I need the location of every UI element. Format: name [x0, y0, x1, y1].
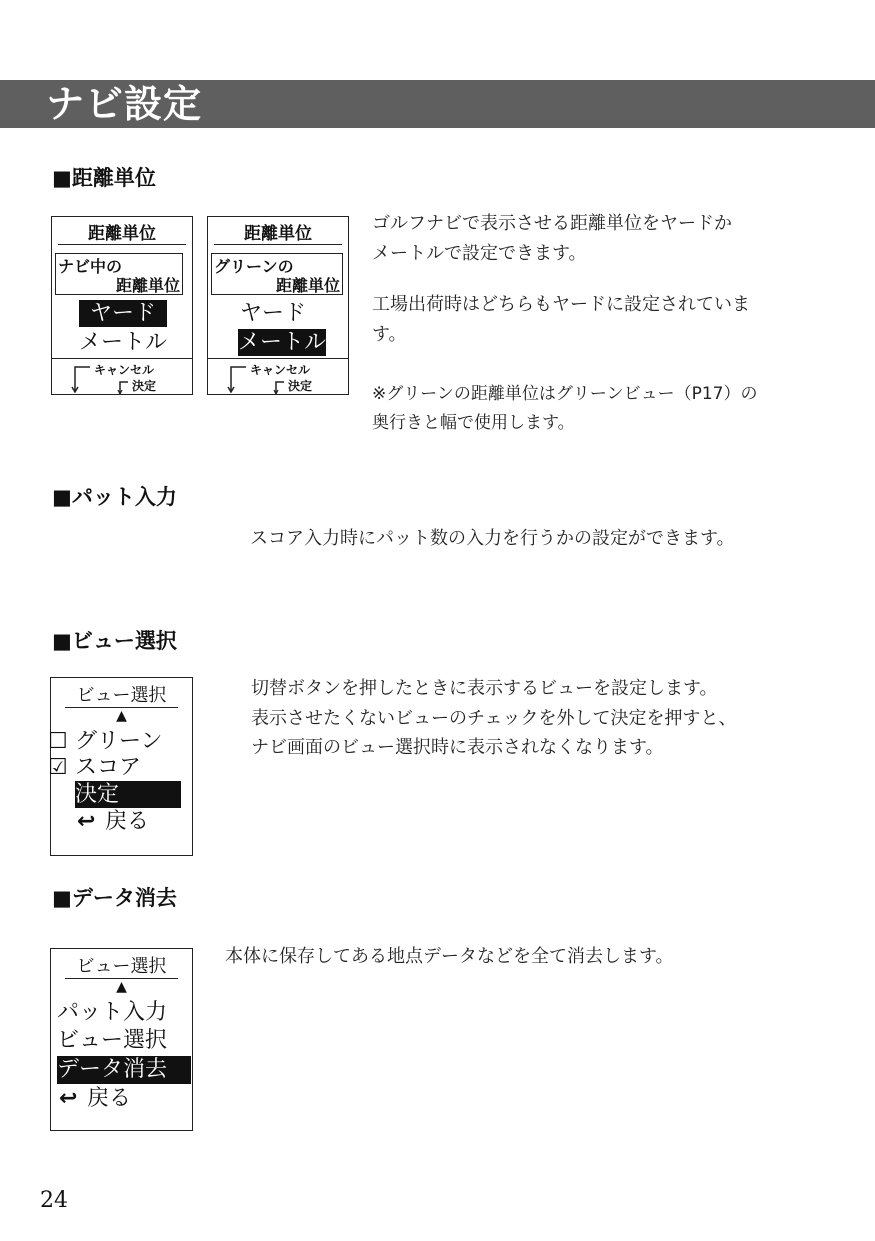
cancel-arrow-icon	[70, 363, 92, 393]
data-delete-screen	[50, 948, 193, 1131]
view-select-screen	[50, 677, 193, 856]
confirm-label[interactable]: 決定	[132, 379, 157, 393]
distance-unit-screen-green	[207, 216, 349, 395]
page-title: ナビ設定	[46, 82, 203, 126]
description-line: 本体に保存してある地点データなどを全て消去します。	[225, 946, 674, 967]
back-label[interactable]: 戻る	[105, 809, 150, 834]
back-label[interactable]: 戻る	[87, 1086, 132, 1111]
description-line: 表示させたくないビューのチェックを外して決定を押すと、	[251, 708, 737, 729]
back-arrow-icon: ↩	[77, 809, 96, 834]
divider	[214, 244, 342, 245]
description-line: す。	[372, 324, 407, 345]
view-item-green[interactable]: グリーン	[75, 729, 163, 754]
scroll-up-arrow-icon[interactable]: ▲	[116, 979, 127, 995]
cancel-label[interactable]: キャンセル	[250, 363, 311, 377]
screen-title: 距離単位	[244, 224, 312, 244]
description-line: メートルで設定できます。	[372, 243, 587, 264]
description-line: 切替ボタンを押したときに表示するビューを設定します。	[251, 678, 718, 699]
description-line: スコア入力時にパット数の入力を行うかの設定ができます。	[250, 528, 735, 549]
setting-label-line2: 距離単位	[115, 276, 180, 295]
screen-title: ビュー選択	[76, 956, 167, 977]
setting-label-line1: ナビ中の	[58, 257, 123, 276]
back-arrow-icon: ↩	[59, 1086, 78, 1111]
option-yard[interactable]: ヤード	[240, 301, 307, 326]
confirm-arrow-icon	[272, 379, 286, 395]
checkbox-checked-icon[interactable]: ☑	[48, 755, 68, 780]
confirm-label[interactable]: 決定	[288, 379, 313, 393]
divider	[52, 358, 192, 359]
option-meter-selected[interactable]: メートル	[238, 330, 327, 355]
option-meter[interactable]: メートル	[79, 330, 168, 355]
distance-unit-screen-navi	[51, 216, 193, 395]
setting-label-line2: 距離単位	[275, 276, 340, 295]
scroll-up-arrow-icon[interactable]: ▲	[116, 708, 127, 724]
section-heading-view-select: ■ビュー選択	[52, 629, 177, 653]
section-heading-distance-unit: ■距離単位	[52, 166, 156, 190]
divider	[58, 244, 186, 245]
menu-item-view-select[interactable]: ビュー選択	[57, 1028, 168, 1053]
checkbox-unchecked-icon[interactable]: ☐	[48, 729, 68, 754]
page-number: 24	[40, 1188, 68, 1213]
note-line: ※グリーンの距離単位はグリーンビュー（P17）の	[372, 384, 758, 404]
section-heading-putt-input: ■パット入力	[52, 485, 177, 509]
section-heading-data-delete: ■データ消去	[52, 886, 177, 910]
view-item-score[interactable]: スコア	[75, 755, 142, 780]
description-line: ナビ画面のビュー選択時に表示されなくなります。	[251, 737, 664, 758]
confirm-arrow-icon	[116, 379, 130, 395]
cancel-label[interactable]: キャンセル	[94, 363, 155, 377]
menu-item-putt-input[interactable]: パット入力	[57, 1000, 168, 1025]
confirm-button-selected[interactable]: 決定	[75, 781, 181, 808]
option-yard-selected[interactable]: ヤード	[79, 300, 167, 327]
cancel-arrow-icon	[226, 363, 248, 393]
setting-label-box	[55, 253, 183, 295]
screen-title: ビュー選択	[76, 685, 167, 706]
setting-label-line1: グリーンの	[214, 257, 294, 276]
setting-label-box	[211, 253, 343, 295]
note-line: 奥行きと幅で使用します。	[372, 413, 575, 433]
description-line: 工場出荷時はどちらもヤードに設定されていま	[372, 294, 750, 315]
description-line: ゴルフナビで表示させる距離単位をヤードか	[372, 213, 732, 234]
menu-item-data-delete-selected[interactable]: データ消去	[57, 1056, 191, 1084]
divider	[208, 358, 348, 359]
screen-title: 距離単位	[88, 224, 156, 244]
